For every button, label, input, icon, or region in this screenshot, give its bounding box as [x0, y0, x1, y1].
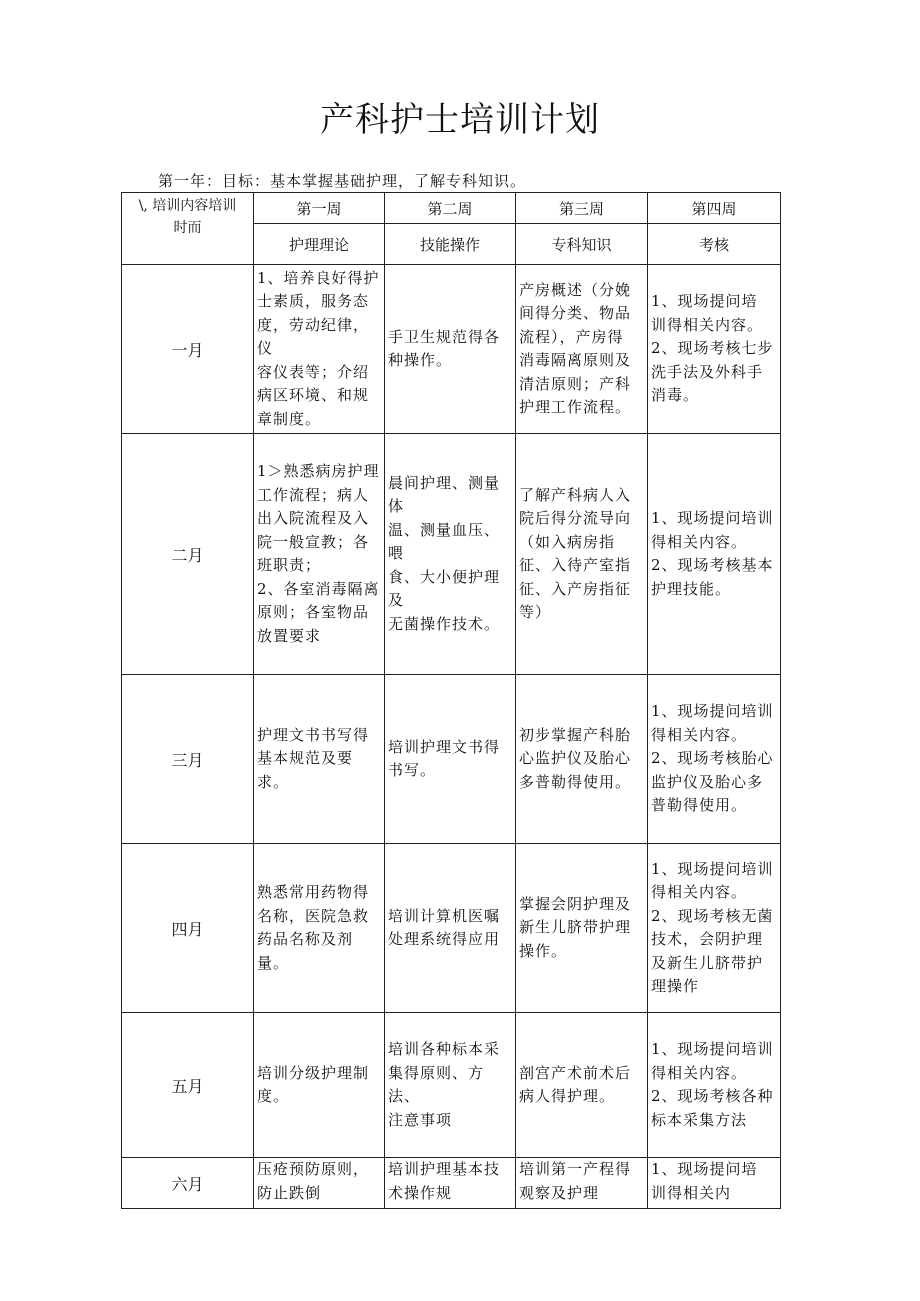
training-plan-table	[121, 192, 781, 1209]
cell-line: 温、测量血压、喂	[388, 520, 501, 563]
cell-line: 病人得护理。	[519, 1087, 616, 1105]
cell-line: 2、各室消毒隔离	[257, 579, 380, 598]
cell-line: 1、现场提问培训	[651, 1040, 774, 1058]
plan-body	[122, 265, 781, 1209]
corner-label-line1: \, 培训内容培训	[138, 198, 237, 214]
cell-line: 工作流程；病人	[257, 485, 370, 504]
cell-line: 2、现场考核胎心	[651, 749, 774, 768]
cell-skills	[385, 1158, 516, 1209]
month-row	[122, 434, 781, 675]
cell-theory	[254, 1013, 385, 1158]
cell-line: 产房概述（分娩	[519, 280, 632, 299]
cell-line: 护理文书书写得	[257, 725, 370, 744]
cell-skills	[385, 1013, 516, 1158]
cell-line: 得相关内容。	[651, 725, 748, 744]
cell-line: 1、现场提问培训	[651, 859, 774, 878]
week-header: 第三周	[516, 193, 648, 224]
cell-line: 放置要求	[257, 626, 322, 645]
cell-line: 容仪表等；介绍	[257, 362, 370, 381]
cell-line: 防止跌倒	[257, 1183, 322, 1202]
cell-line: 2、现场考核七步	[651, 339, 774, 358]
cell-line: 培训护理文书得	[388, 737, 501, 756]
week-header: 第二周	[385, 193, 516, 224]
cell-line: 院一般宣教；各	[257, 532, 370, 551]
cell-line: 间得分类、物品	[519, 304, 632, 322]
category-header: 考核	[648, 224, 781, 265]
cell-line: 护理工作流程。	[519, 398, 632, 416]
month-row	[122, 1158, 781, 1209]
cell-line: 征、入产房指征	[519, 579, 632, 598]
cell-line: 得相关内容。	[651, 532, 748, 551]
month-label: 四月	[122, 844, 254, 1013]
cell-line: 药品名称及剂	[257, 930, 354, 948]
cell-theory	[254, 434, 385, 675]
cell-line: 度，劳动纪律，仪	[257, 315, 370, 358]
category-header: 技能操作	[385, 224, 516, 265]
cell-specialty	[516, 675, 648, 844]
cell-line: 新生儿脐带护理	[519, 918, 632, 937]
goal-statement: 第一年：目标：基本掌握基础护理，了解专科知识。	[158, 172, 527, 190]
cell-line: 征、入待产室指	[519, 556, 632, 574]
cell-line: 2、现场考核各种	[651, 1087, 774, 1105]
cell-line: 士素质，服务态	[257, 292, 370, 311]
cell-exam	[648, 1013, 781, 1158]
cell-line: 护理技能。	[651, 579, 732, 598]
month-row	[122, 1013, 781, 1158]
cell-line: 掌握会阴护理及	[519, 894, 632, 913]
cell-line: 培训计算机医嘱	[388, 906, 501, 925]
cell-line: 培训各种标本采	[388, 1040, 501, 1058]
cell-line: 流程），产房得	[519, 327, 624, 346]
cell-line: 剖宫产术前术后	[519, 1063, 632, 1082]
cell-line: 1、现场提问培	[651, 292, 758, 311]
category-header: 专科知识	[516, 224, 648, 265]
cell-line: 院后得分流导向	[519, 509, 632, 527]
cell-line: 得相关内容。	[651, 883, 748, 901]
cell-skills	[385, 844, 516, 1013]
cell-line: 监护仪及胎心多	[651, 772, 764, 791]
cell-line: 1、现场提问培训	[651, 702, 774, 721]
cell-line: 初步掌握产科胎	[519, 725, 632, 744]
corner-header	[122, 193, 254, 265]
cell-skills	[385, 675, 516, 844]
cell-line: 清洁原则；产科	[519, 374, 632, 393]
corner-label-line2: 时而	[173, 220, 202, 236]
month-label: 五月	[122, 1013, 254, 1158]
cell-line: 处理系统得应用	[388, 930, 501, 948]
cell-line: 基本规范及要	[257, 749, 354, 768]
cell-line: 量。	[257, 953, 290, 972]
cell-line: 1＞熟悉病房护理	[257, 462, 380, 480]
cell-theory	[254, 1158, 385, 1209]
cell-theory	[254, 675, 385, 844]
cell-line: 求。	[257, 772, 290, 791]
cell-line: 普勒得使用。	[651, 796, 748, 815]
month-label: 六月	[122, 1158, 254, 1209]
cell-line: 注意事项	[388, 1110, 453, 1129]
cell-line: 班职责；	[257, 556, 322, 574]
cell-line: 训得相关内容。	[651, 315, 764, 334]
cell-line: 无菌操作技术。	[388, 614, 501, 633]
cell-line: 技术，会阴护理	[651, 930, 764, 948]
cell-line: 了解产科病人入	[519, 485, 632, 504]
cell-line: 2、现场考核无菌	[651, 906, 774, 925]
cell-line: 1、现场提问培训	[651, 509, 774, 527]
cell-specialty	[516, 1013, 648, 1158]
cell-line: 培训分级护理制	[257, 1063, 370, 1082]
cell-theory	[254, 265, 385, 434]
cell-line: 理操作	[651, 977, 700, 995]
cell-specialty	[516, 1158, 648, 1209]
month-label: 三月	[122, 675, 254, 844]
cell-exam	[648, 675, 781, 844]
cell-line: 观察及护理	[519, 1183, 600, 1202]
month-label: 一月	[122, 265, 254, 434]
month-row	[122, 844, 781, 1013]
cell-line: 标本采集方法	[651, 1110, 748, 1129]
cell-line: 消毒隔离原则及	[519, 351, 632, 369]
week-header: 第一周	[254, 193, 385, 224]
week-header: 第四周	[648, 193, 781, 224]
cell-line: 书写。	[388, 761, 437, 779]
cell-line: 压疮预防原则，	[257, 1160, 370, 1178]
week-header-row	[122, 193, 781, 224]
cell-line: 原则；各室物品	[257, 603, 370, 621]
cell-line: （如入病房指	[519, 532, 616, 551]
cell-line: 消毒。	[651, 386, 700, 405]
month-label: 二月	[122, 434, 254, 675]
cell-line: 培训护理基本技	[388, 1160, 501, 1178]
cell-line: 操作。	[519, 941, 568, 960]
month-row	[122, 675, 781, 844]
cell-line: 心监护仪及胎心	[519, 749, 632, 768]
cell-specialty	[516, 434, 648, 675]
cell-theory	[254, 844, 385, 1013]
cell-line: 病区环境、和规	[257, 386, 370, 405]
cell-line: 食、大小便护理及	[388, 567, 501, 610]
cell-line: 多普勒得使用。	[519, 772, 632, 791]
cell-line: 种操作。	[388, 351, 453, 369]
cell-line: 2、现场考核基本	[651, 556, 774, 574]
cell-line: 术操作规	[388, 1183, 453, 1202]
cell-line: 熟悉常用药物得	[257, 883, 370, 901]
cell-line: 1、培养良好得护	[257, 268, 380, 287]
category-header: 护理理论	[254, 224, 385, 265]
cell-line: 1、现场提问培	[651, 1160, 758, 1178]
cell-exam	[648, 844, 781, 1013]
cell-specialty	[516, 844, 648, 1013]
cell-line: 及新生儿脐带护	[651, 953, 764, 972]
cell-skills	[385, 265, 516, 434]
cell-line: 集得原则、方法、	[388, 1063, 485, 1105]
cell-line: 章制度。	[257, 409, 322, 428]
cell-line: 等）	[519, 603, 552, 621]
cell-line: 晨间护理、测量体	[388, 473, 501, 516]
cell-line: 得相关内容。	[651, 1063, 748, 1082]
cell-line: 名称，医院急救	[257, 906, 370, 925]
cell-exam	[648, 265, 781, 434]
page-title: 产科护士培训计划	[320, 100, 600, 140]
cell-skills	[385, 434, 516, 675]
cell-exam	[648, 1158, 781, 1209]
cell-line: 出入院流程及入	[257, 509, 370, 527]
cell-line: 培训第一产程得	[519, 1160, 632, 1178]
cell-line: 手卫生规范得各	[388, 327, 501, 346]
cell-line: 训得相关内	[651, 1183, 732, 1202]
cell-line: 洗手法及外科手	[651, 362, 764, 381]
cell-line: 度。	[257, 1087, 290, 1105]
cell-specialty	[516, 265, 648, 434]
cell-exam	[648, 434, 781, 675]
month-row	[122, 265, 781, 434]
